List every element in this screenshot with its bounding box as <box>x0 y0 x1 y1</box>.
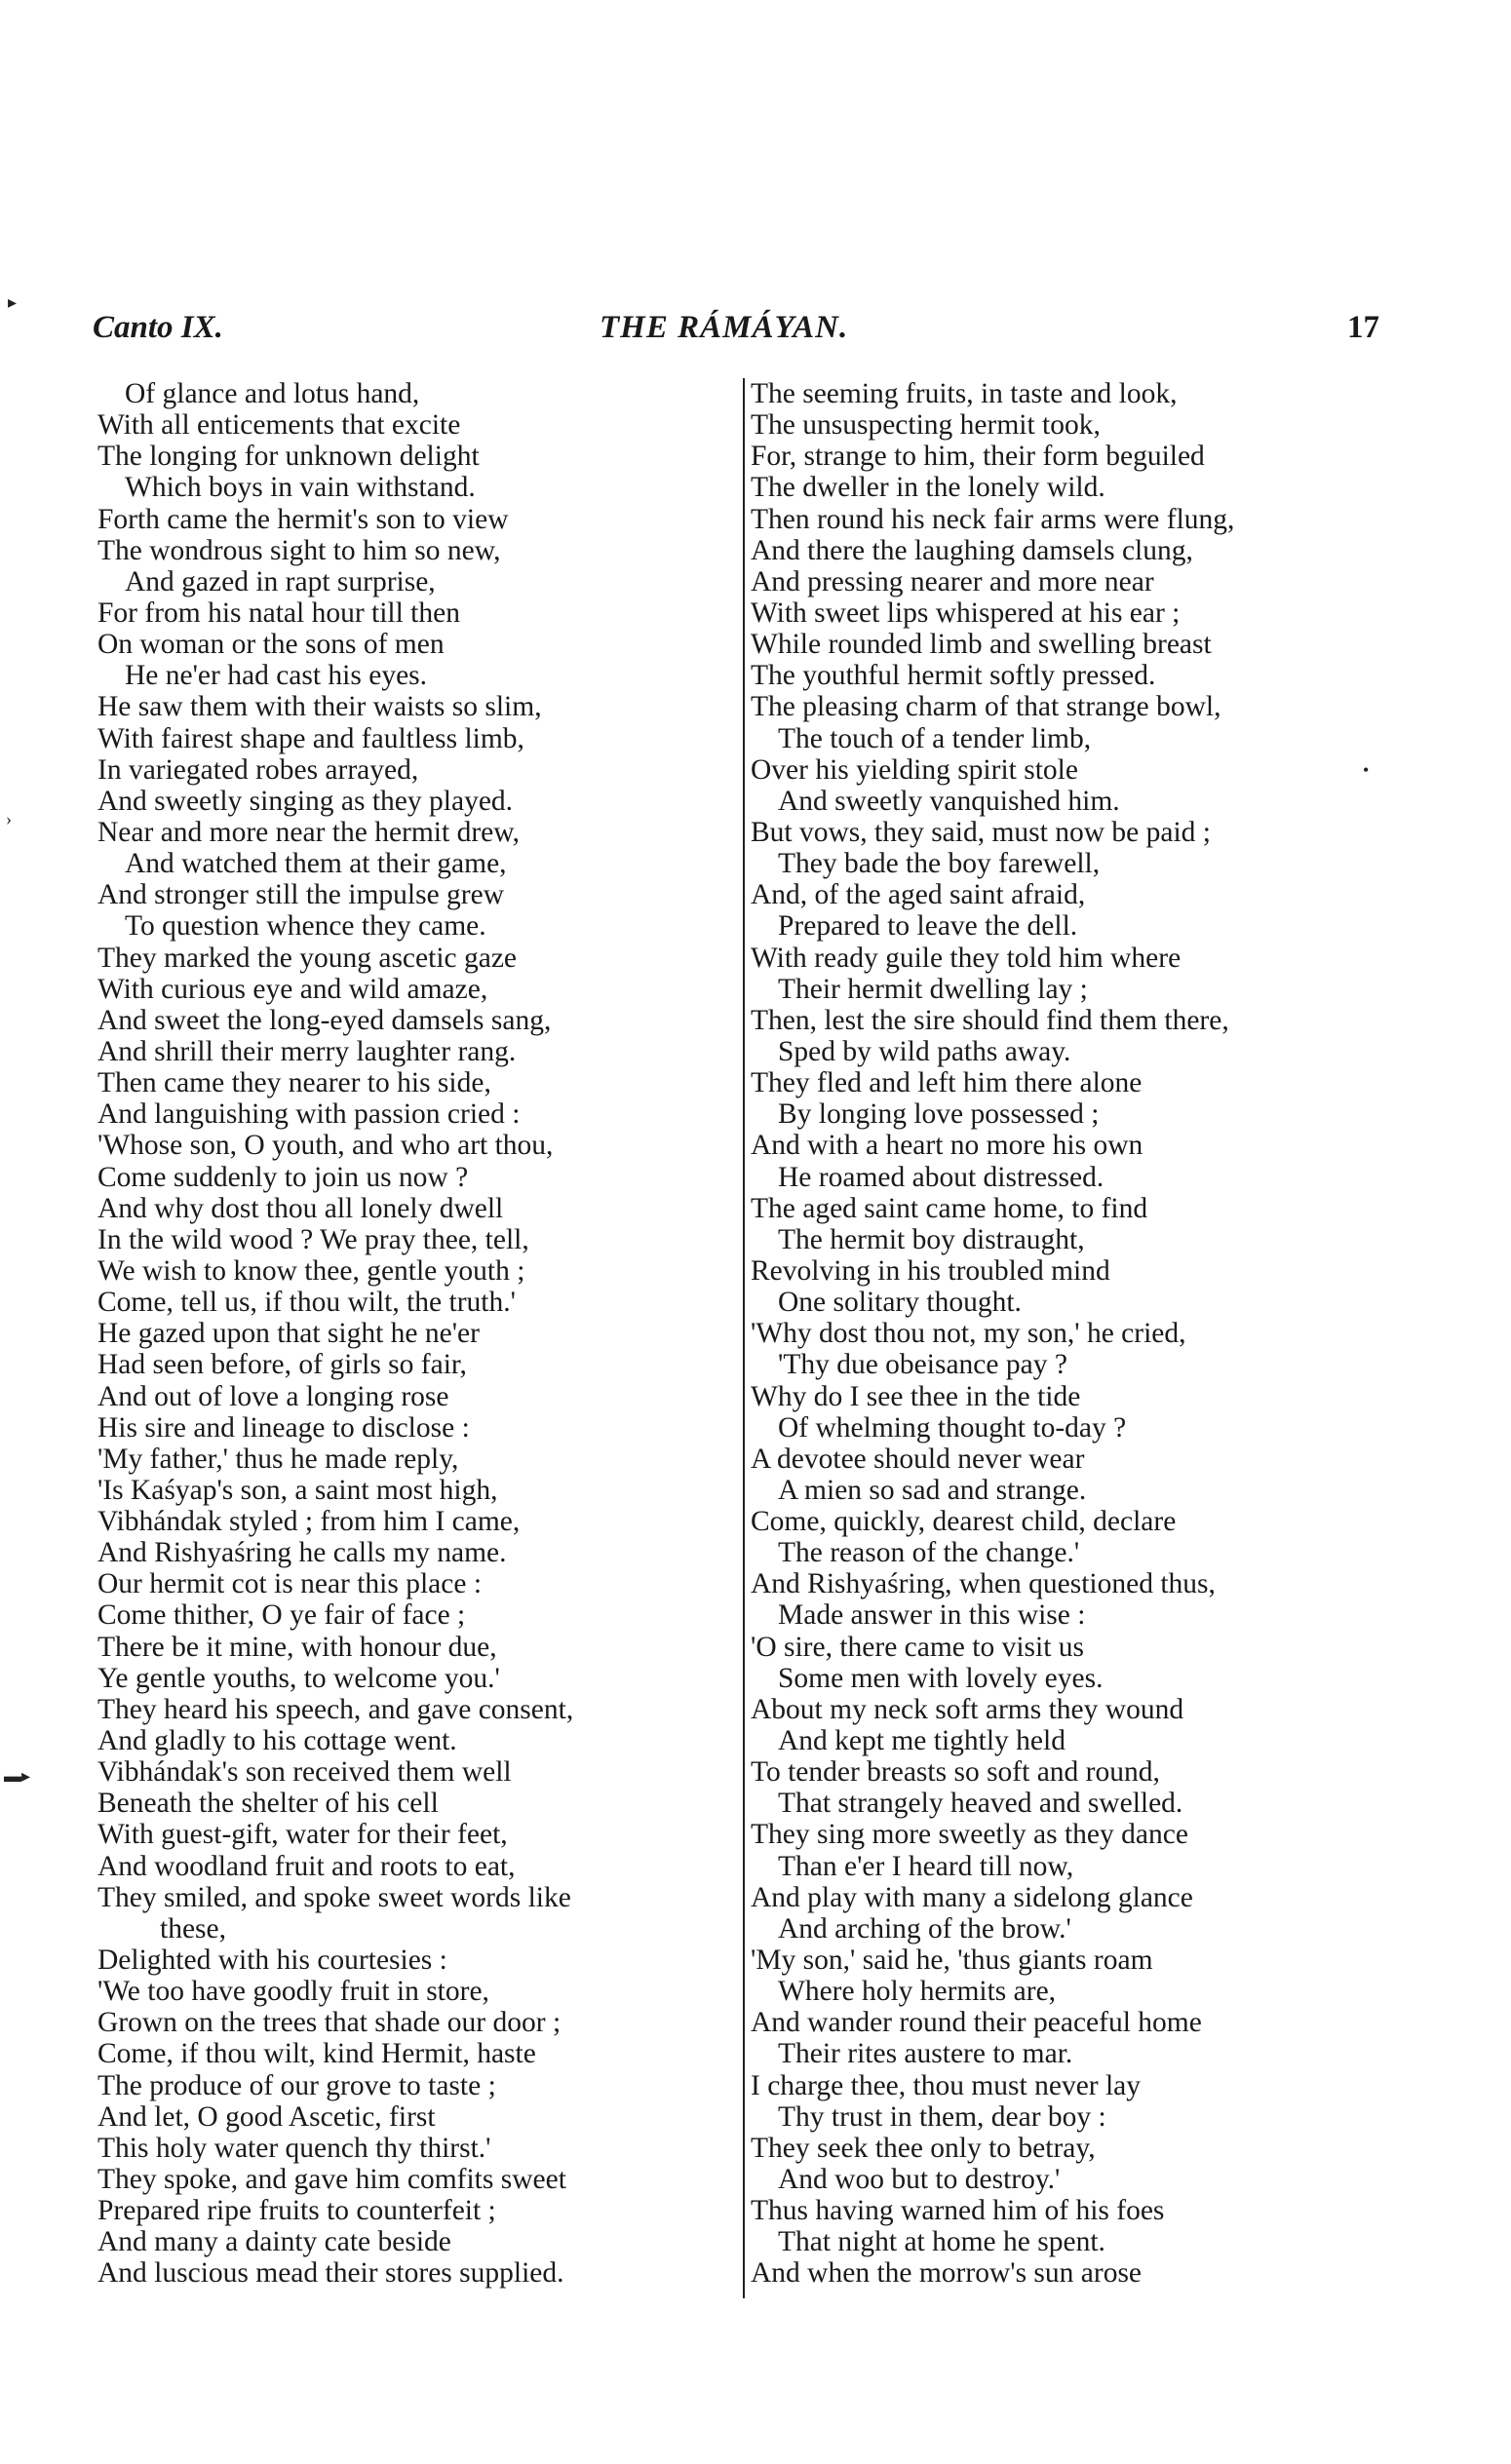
verse-line: And, of the aged saint afraid, <box>751 879 1086 911</box>
verse-line: They marked the young ascetic gaze <box>97 942 518 974</box>
verse-line: Come, tell us, if thou wilt, the truth.' <box>97 1287 516 1319</box>
verse-line: Beneath the shelter of his cell <box>97 1788 439 1820</box>
verse-line: 'Whose son, O youth, and who art thou, <box>97 1130 554 1162</box>
verse-line: Come, if thou wilt, kind Hermit, haste <box>97 2038 536 2070</box>
verse-line: Of whelming thought to-day ? <box>778 1411 1127 1444</box>
verse-line: This holy water quench thy thirst.' <box>97 2132 491 2164</box>
verse-line: The unsuspecting hermit took, <box>751 409 1101 442</box>
verse-line: In variegated robes arrayed, <box>97 753 419 786</box>
verse-line: He gazed upon that sight he ne'er <box>97 1318 480 1350</box>
verse-line: And sweetly vanquished him. <box>778 785 1120 817</box>
verse-line: That night at home he spent. <box>778 2226 1105 2258</box>
verse-line: Prepared to leave the dell. <box>778 910 1078 943</box>
verse-line: Of glance and lotus hand, <box>125 378 420 409</box>
verse-line: And languishing with passion cried : <box>97 1098 521 1131</box>
verse-line: And pressing nearer and more near <box>751 565 1154 597</box>
verse-line: Come thither, O ye fair of face ; <box>97 1599 466 1632</box>
verse-line: Forth came the hermit's son to view <box>97 503 509 535</box>
verse-line: But vows, they said, must now be paid ; <box>751 816 1211 848</box>
verse-line: Near and more near the hermit drew, <box>97 816 521 848</box>
verse-line: To question whence they came. <box>125 910 486 943</box>
verse-line: 'My son,' said he, 'thus giants roam <box>751 1944 1153 1977</box>
verse-line: And arching of the brow.' <box>778 1912 1071 1944</box>
page-number: 17 <box>1347 310 1379 345</box>
verse-line: And stronger still the impulse grew <box>97 879 505 911</box>
verse-line: We wish to know thee, gentle youth ; <box>97 1254 525 1287</box>
verse-line: The dweller in the lonely wild. <box>751 472 1105 504</box>
verse-line: And why dost thou all lonely dwell <box>97 1192 504 1224</box>
verse-line: Thy trust in them, dear boy : <box>778 2100 1106 2133</box>
verse-line: these, <box>160 1912 226 1944</box>
verse-line: Ye gentle youths, to welcome you.' <box>97 1662 500 1694</box>
verse-line: A devotee should never wear <box>751 1443 1085 1475</box>
verse-line: And Rishyaśring, when questioned thus, <box>751 1568 1216 1600</box>
verse-line: 'My father,' thus he made reply, <box>97 1443 459 1475</box>
verse-line: Over his yielding spirit stole <box>751 753 1078 786</box>
verse-line: The pleasing charm of that strange bowl, <box>751 691 1221 723</box>
verse-line: Come, quickly, dearest child, declare <box>751 1506 1177 1538</box>
verse-line: Vibhándak's son received them well <box>97 1756 512 1789</box>
verse-line: They smiled, and spoke sweet words like <box>97 1881 571 1913</box>
verse-line: Revolving in his troubled mind <box>751 1254 1110 1287</box>
verse-line: In the wild wood ? We pray thee, tell, <box>97 1223 529 1255</box>
verse-line: Then round his neck fair arms were flung, <box>751 503 1235 535</box>
verse-line: With sweet lips whispered at his ear ; <box>751 597 1181 629</box>
verse-line: Made answer in this wise : <box>778 1599 1086 1632</box>
verse-line: Where holy hermits are, <box>778 1976 1057 2008</box>
verse-line: They seek thee only to betray, <box>751 2132 1096 2164</box>
verse-line: With all enticements that excite <box>97 409 461 442</box>
verse-line: And play with many a sidelong glance <box>751 1881 1193 1913</box>
verse-line: By longing love possessed ; <box>778 1098 1100 1131</box>
verse-line: His sire and lineage to disclose : <box>97 1411 470 1444</box>
verse-line: With curious eye and wild amaze, <box>97 973 488 1005</box>
verse-line: The touch of a tender limb, <box>778 722 1092 754</box>
margin-dot: • <box>1363 760 1370 780</box>
verse-line: 'We too have goodly fruit in store, <box>97 1976 489 2008</box>
verse-line: Then, lest the sire should find them there, <box>751 1004 1229 1036</box>
verse-line: There be it mine, with honour due, <box>97 1631 497 1663</box>
verse-line: And gladly to his cottage went. <box>97 1725 457 1757</box>
left-column <box>97 378 721 2290</box>
verse-line: With guest-gift, water for their feet, <box>97 1819 508 1851</box>
verse-line: The reason of the change.' <box>778 1537 1080 1569</box>
verse-line: And woodland fruit and roots to eat, <box>97 1850 516 1882</box>
margin-mark-middle: › <box>6 809 12 828</box>
verse-line: And watched them at their game, <box>125 848 507 880</box>
verse-line: And woo but to destroy.' <box>778 2164 1061 2196</box>
verse-line: With ready guile they told him where <box>751 942 1182 974</box>
verse-line: He roamed about distressed. <box>778 1161 1104 1193</box>
canto-label: Canto IX. <box>93 310 223 345</box>
verse-line: Sped by wild paths away. <box>778 1035 1071 1067</box>
margin-arrow: ▬▸ <box>4 1766 31 1786</box>
verse-line: Prepared ripe fruits to counterfeit ; <box>97 2195 496 2227</box>
verse-line: And kept me tightly held <box>778 1725 1065 1757</box>
verse-line: One solitary thought. <box>778 1287 1022 1319</box>
verse-line: The longing for unknown delight <box>97 441 480 473</box>
verse-line: The hermit boy distraught, <box>778 1223 1085 1255</box>
verse-line: Which boys in vain withstand. <box>125 472 476 504</box>
verse-line: 'O sire, there came to visit us <box>751 1631 1085 1663</box>
verse-line: 'Thy due obeisance pay ? <box>778 1349 1067 1381</box>
verse-line: And gazed in rapt surprise, <box>125 565 436 597</box>
verse-line: They sing more sweetly as they dance <box>751 1819 1188 1851</box>
verse-line: A mien so sad and strange. <box>778 1474 1087 1506</box>
verse-line: And sweet the long-eyed damsels sang, <box>97 1004 552 1036</box>
book-title: THE RÁMÁYAN. <box>600 310 849 345</box>
verse-line: The produce of our grove to taste ; <box>97 2069 496 2101</box>
verse-line: Then came they nearer to his side, <box>97 1067 491 1099</box>
verse-line: They spoke, and gave him comfits sweet <box>97 2164 566 2196</box>
verse-line: I charge thee, thou must never lay <box>751 2069 1142 2101</box>
verse-line: They fled and left him there alone <box>751 1067 1143 1099</box>
verse-line: Why do I see thee in the tide <box>751 1380 1081 1412</box>
verse-line: For, strange to him, their form beguiled <box>751 441 1205 473</box>
verse-line: Vibhándak styled ; from him I came, <box>97 1506 521 1538</box>
verse-line: 'Why dost thou not, my son,' he cried, <box>751 1318 1186 1350</box>
right-column <box>743 378 1394 2298</box>
verse-line: He ne'er had cast his eyes. <box>125 660 428 692</box>
verse-line: The wondrous sight to him so new, <box>97 534 501 566</box>
verse-line: With fairest shape and faultless limb, <box>97 722 524 754</box>
verse-line: Our hermit cot is near this place : <box>97 1568 483 1600</box>
verse-line: And out of love a longing rose <box>97 1380 449 1412</box>
verse-line: About my neck soft arms they wound <box>751 1693 1184 1725</box>
verse-line: The youthful hermit softly pressed. <box>751 660 1156 692</box>
verse-line: And wander round their peaceful home <box>751 2007 1202 2039</box>
verse-line: And shrill their merry laughter rang. <box>97 1035 517 1067</box>
verse-line: And when the morrow's sun arose <box>751 2257 1143 2290</box>
verse-line: He saw them with their waists so slim, <box>97 691 542 723</box>
verse-line: Come suddenly to join us now ? <box>97 1161 469 1193</box>
verse-line: On woman or the sons of men <box>97 629 445 661</box>
verse-line: They bade the boy farewell, <box>778 848 1101 880</box>
verse-line: And there the laughing damsels clung, <box>751 534 1193 566</box>
running-header <box>93 310 1379 359</box>
verse-line: And let, O good Ascetic, first <box>97 2100 436 2133</box>
verse-line: 'Is Kaśyap's son, a saint most high, <box>97 1474 498 1506</box>
verse-line: Some men with lovely eyes. <box>778 1662 1104 1694</box>
margin-mark-top: ▸ <box>8 292 18 312</box>
verse-line: That strangely heaved and swelled. <box>778 1788 1183 1820</box>
verse-line: And luscious mead their stores supplied. <box>97 2257 564 2290</box>
verse-line: Had seen before, of girls so fair, <box>97 1349 467 1381</box>
verse-line: Delighted with his courtesies : <box>97 1944 447 1977</box>
verse-line: Thus having warned him of his foes <box>751 2195 1165 2227</box>
verse-line: Their rites austere to mar. <box>778 2038 1073 2070</box>
verse-line: Their hermit dwelling lay ; <box>778 973 1088 1005</box>
verse-line: For from his natal hour till then <box>97 597 460 629</box>
verse-line: And Rishyaśring he calls my name. <box>97 1537 507 1569</box>
verse-line: To tender breasts so soft and round, <box>751 1756 1160 1789</box>
verse-line: And sweetly singing as they played. <box>97 785 514 817</box>
verse-line: And many a dainty cate beside <box>97 2226 451 2258</box>
verse-line: They heard his speech, and gave consent, <box>97 1693 574 1725</box>
verse-line: Than e'er I heard till now, <box>778 1850 1074 1882</box>
verse-line: And with a heart no more his own <box>751 1130 1143 1162</box>
verse-line: The seeming fruits, in taste and look, <box>751 378 1178 409</box>
verse-line: While rounded limb and swelling breast <box>751 629 1212 661</box>
verse-line: The aged saint came home, to find <box>751 1192 1148 1224</box>
verse-line: Grown on the trees that shade our door ; <box>97 2007 562 2039</box>
